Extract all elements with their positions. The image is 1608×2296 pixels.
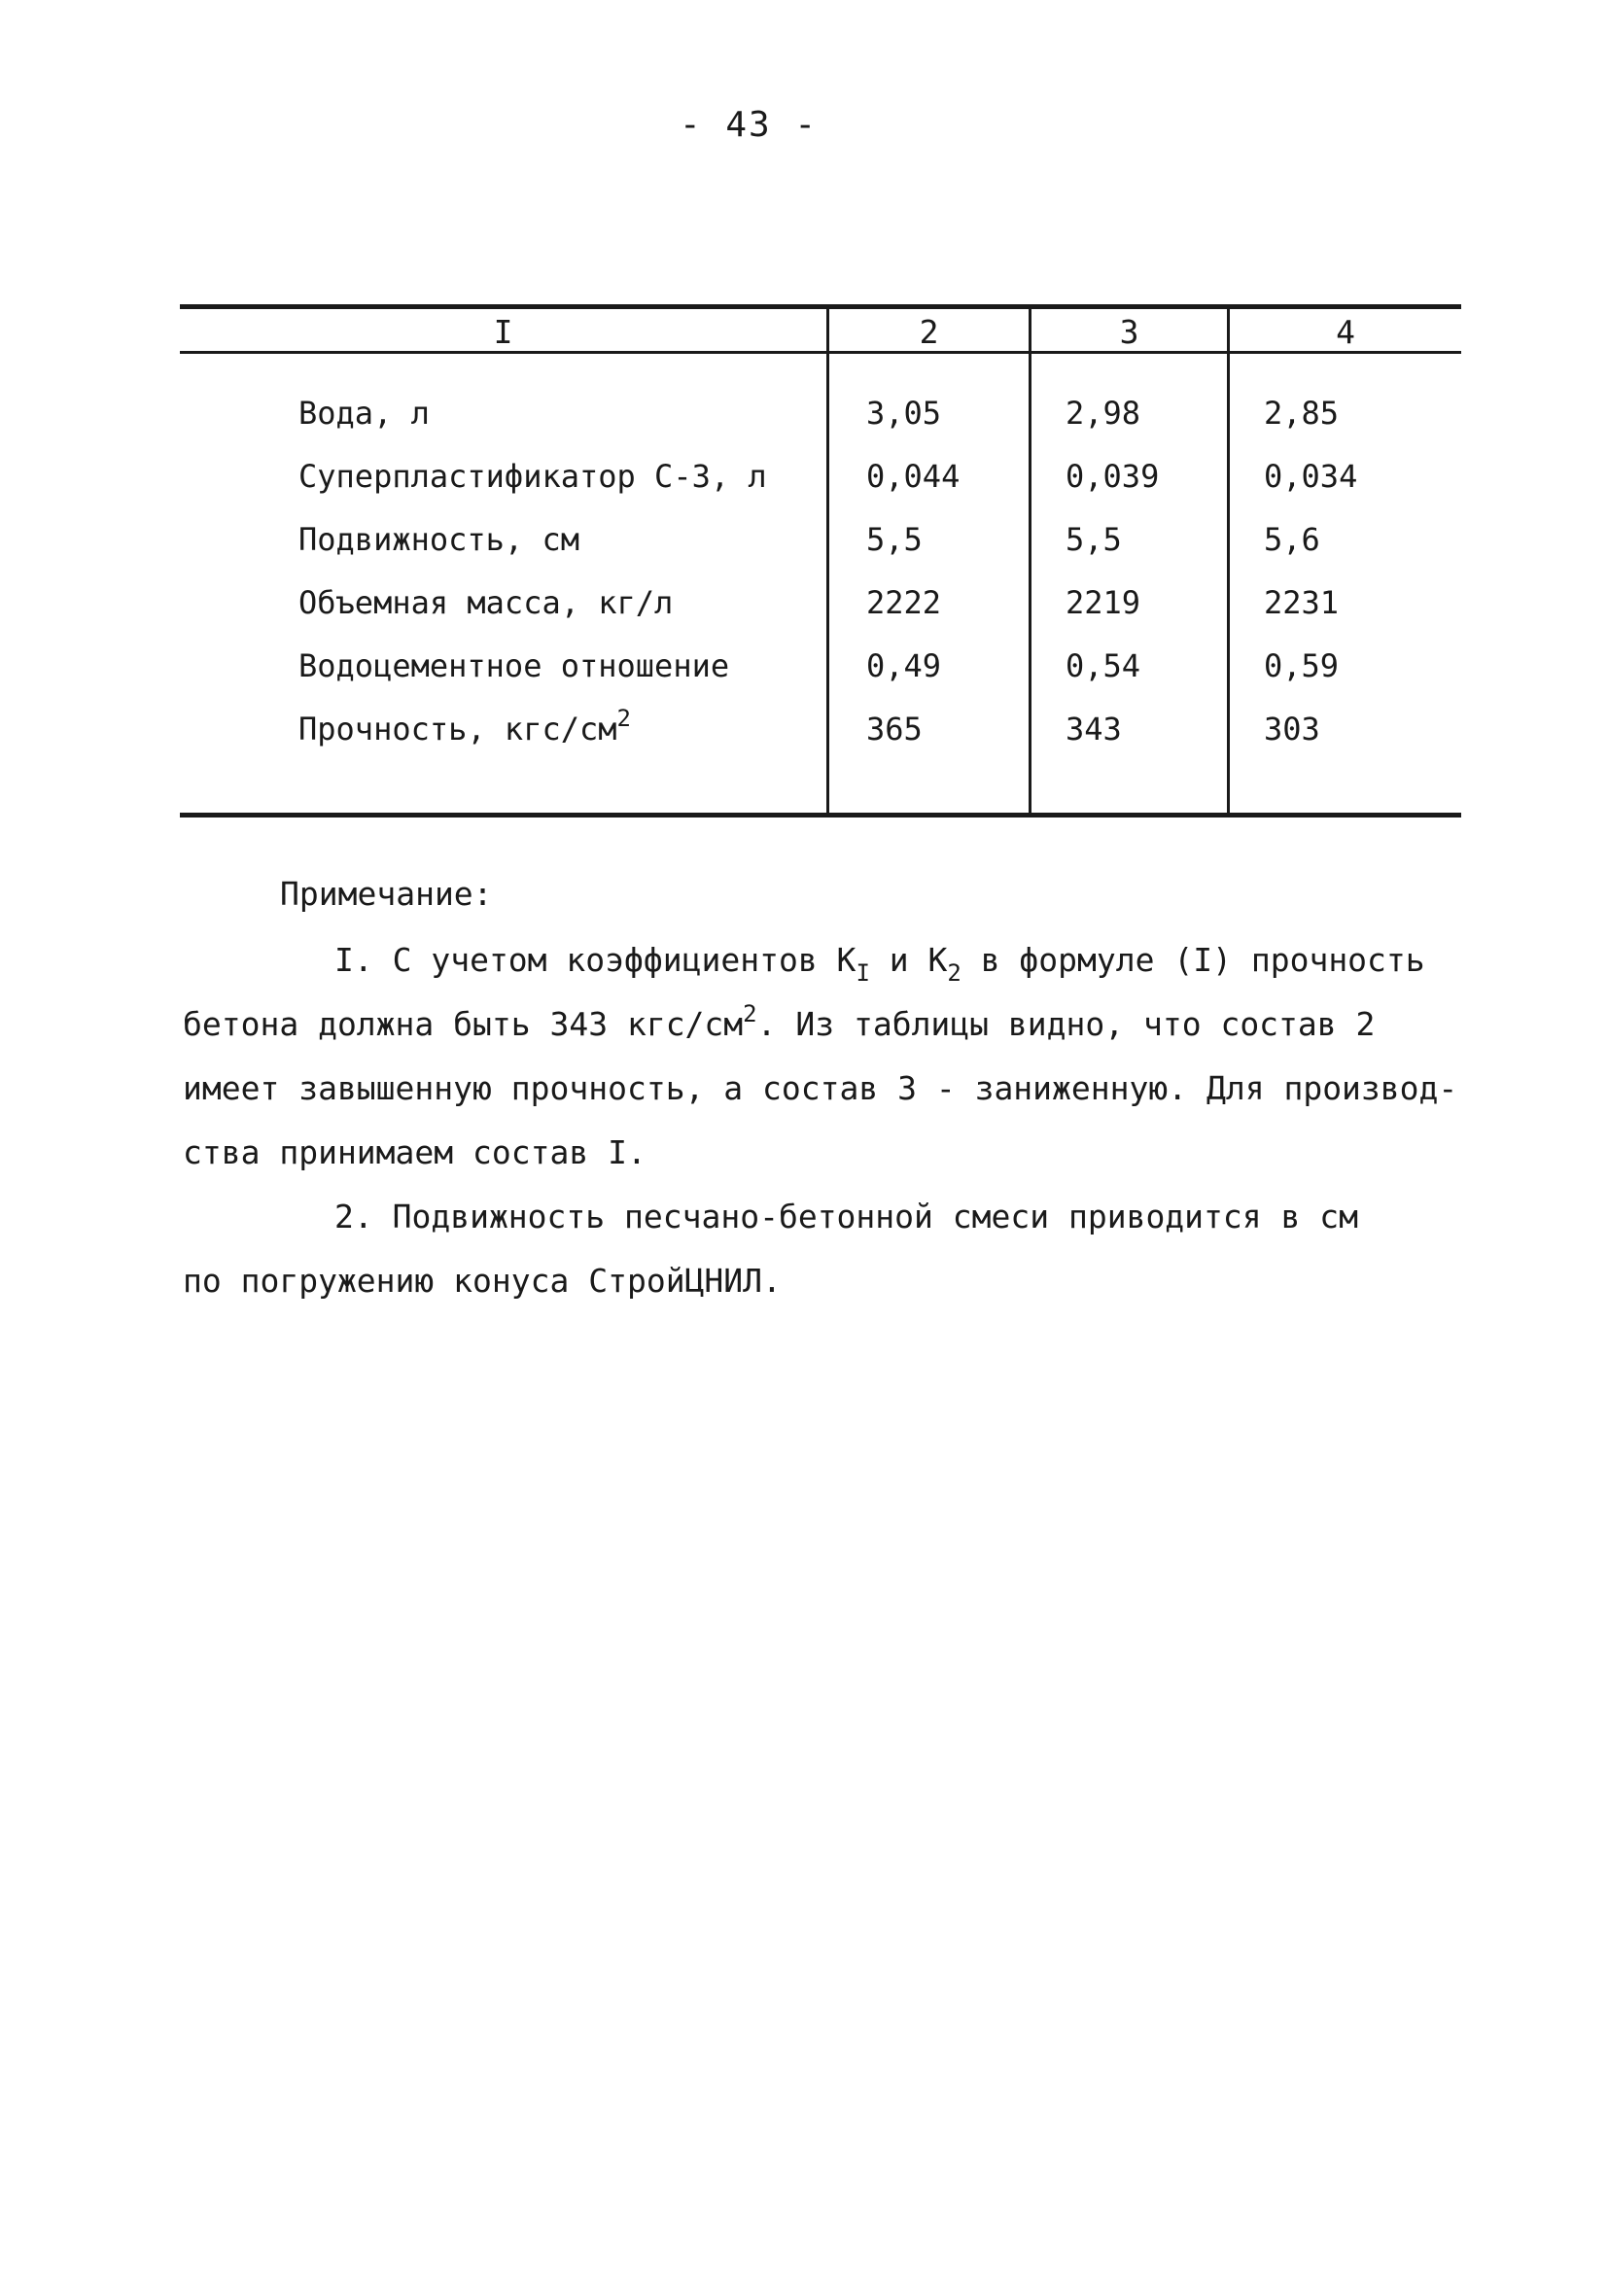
- superscript: 2: [743, 1000, 757, 1027]
- composition-table: [180, 304, 1461, 818]
- table-top-rule: [180, 304, 1461, 309]
- table-row: [180, 445, 1461, 508]
- table-row: [180, 508, 1461, 572]
- note-text: бетона должна быть 343 кгс/см: [183, 1005, 744, 1043]
- table-cell: 3,05: [866, 395, 942, 432]
- row-label-text: Прочность, кгс/см: [298, 711, 617, 748]
- note-line: по погружению конуса СтройЦНИЛ.: [183, 1262, 782, 1300]
- table-cell: 0,044: [866, 458, 961, 495]
- table-cell: 2,85: [1264, 395, 1340, 432]
- table-cell: 2,98: [1066, 395, 1141, 432]
- note-text: в формуле (I) прочность: [961, 941, 1425, 979]
- note-text: и К: [869, 941, 948, 979]
- note-line: [183, 1000, 1376, 1043]
- note-line: 2. Подвижность песчано-бетонной смеси приводится в см: [334, 1198, 1358, 1235]
- page-number: - 43 -: [679, 105, 819, 145]
- table-row: [180, 572, 1461, 635]
- table-cell: 0,034: [1264, 458, 1358, 495]
- table-bottom-rule: [180, 813, 1461, 818]
- table-header-cell: 4: [1336, 313, 1355, 351]
- row-label: Водоцементное отношение: [298, 647, 730, 684]
- table-cell: 343: [1066, 711, 1122, 748]
- subscript: I: [856, 959, 870, 987]
- subscript: 2: [947, 959, 961, 987]
- note-line: [334, 941, 1425, 987]
- table-header-cell: 2: [919, 313, 939, 351]
- table-cell: 2222: [866, 584, 942, 621]
- table-cell: 2219: [1066, 584, 1141, 621]
- table-header-cell: I: [493, 313, 513, 351]
- table-row: [180, 382, 1461, 445]
- note-text: . Из таблицы видно, что состав 2: [756, 1005, 1376, 1043]
- table-cell: 5,5: [1066, 521, 1122, 558]
- table-cell: 5,6: [1264, 521, 1320, 558]
- note-title: Примечание:: [280, 875, 493, 913]
- superscript: 2: [616, 705, 631, 732]
- note-line: имеет завышенную прочность, а состав 3 - заниженную. Для производ-: [183, 1069, 1458, 1107]
- table-cell: 365: [866, 711, 923, 748]
- table-cell: 303: [1264, 711, 1320, 748]
- note-line: ства принимаем состав I.: [183, 1133, 647, 1171]
- table-row: [180, 698, 1461, 761]
- row-label: [298, 698, 631, 764]
- table-cell: 0,039: [1066, 458, 1160, 495]
- table-cell: 0,49: [866, 647, 942, 684]
- table-row: [180, 635, 1461, 698]
- table-header-cell: 3: [1119, 313, 1139, 351]
- table-cell: 2231: [1264, 584, 1340, 621]
- note-text: I. С учетом коэффициентов К: [334, 941, 856, 979]
- table-header-rule: [180, 351, 1461, 354]
- table-cell: 5,5: [866, 521, 923, 558]
- row-label: Суперпластификатор С-3, л: [298, 458, 767, 495]
- row-label: Объемная масса, кг/л: [298, 584, 674, 621]
- row-label: Вода, л: [298, 395, 430, 432]
- table-cell: 0,54: [1066, 647, 1141, 684]
- row-label: Подвижность, см: [298, 521, 579, 558]
- table-cell: 0,59: [1264, 647, 1340, 684]
